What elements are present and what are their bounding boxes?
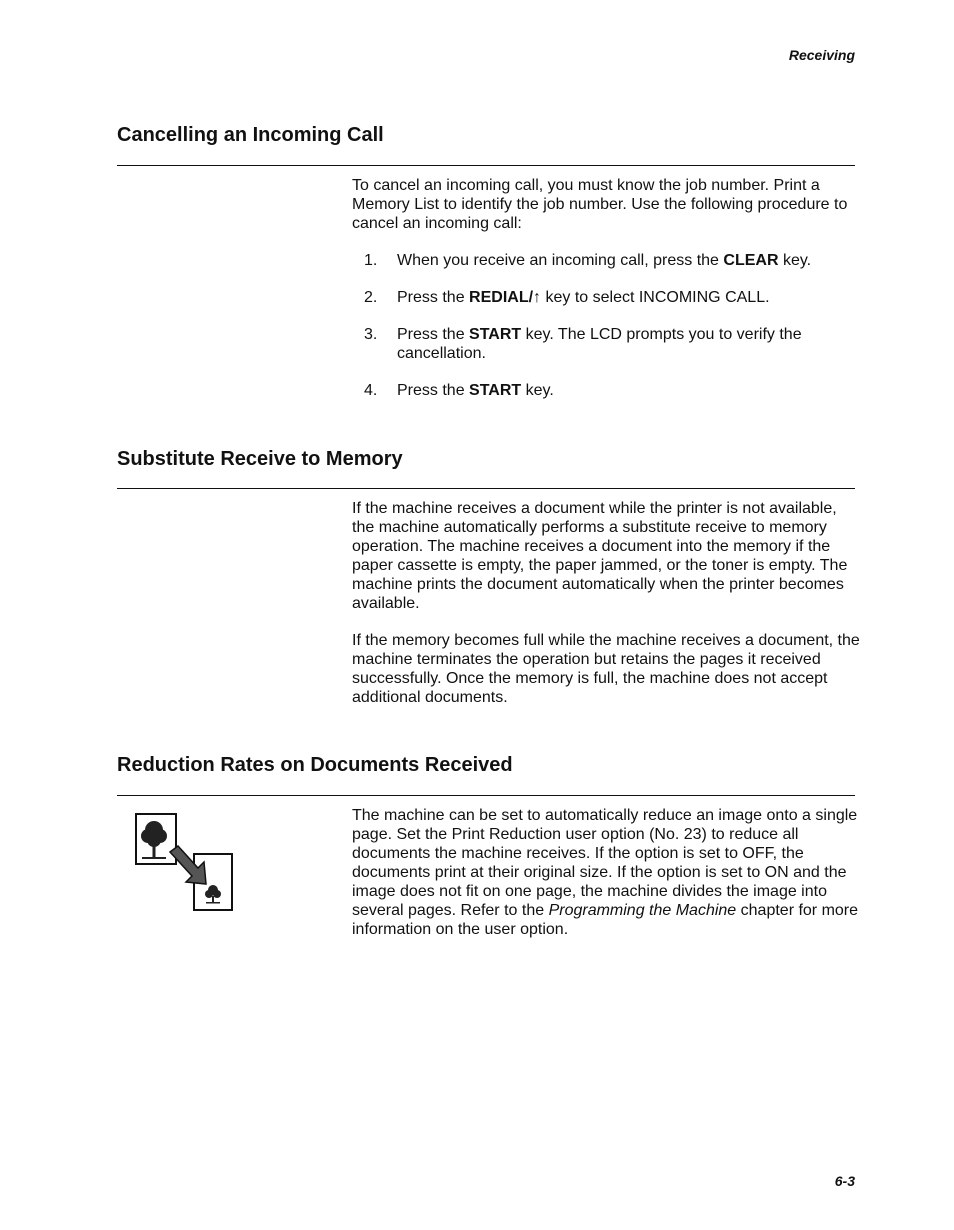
section-body-reduction xyxy=(352,806,862,957)
key-name-clear: CLEAR xyxy=(723,252,779,269)
list-item xyxy=(352,381,862,400)
paragraph-text: chapter for more information on the user option. xyxy=(352,902,859,938)
paragraph-text: The machine can be set to automatically reduce an image onto a single page. Set the Print Reduction user option (No. 23) to reduce all documents the machine receives. If the option is set to OFF, the documents print at their original size. If the option is set to ON and the image does not fit on one page, the machine divides the image into several pages. Refer to the xyxy=(352,807,858,919)
section-title-substitute: Substitute Receive to Memory xyxy=(117,448,403,470)
page-reduction-icon xyxy=(134,812,238,914)
step-number: 1. xyxy=(364,252,378,269)
step-number: 2. xyxy=(364,289,378,306)
key-name-redial: REDIAL/↑ xyxy=(469,289,542,306)
key-name-start: START xyxy=(469,382,522,399)
step-number: 4. xyxy=(364,382,378,399)
section-title-cancelling: Cancelling an Incoming Call xyxy=(117,124,384,146)
step-text: key. xyxy=(521,382,554,399)
section-divider xyxy=(117,488,855,489)
section-divider xyxy=(117,795,855,796)
section-title-reduction: Reduction Rates on Documents Received xyxy=(117,754,513,776)
step-text: Press the xyxy=(397,382,470,399)
step-text: Press the xyxy=(397,326,470,343)
step-text: key. xyxy=(778,252,812,269)
running-header: Receiving xyxy=(788,47,855,63)
cancel-intro-paragraph: To cancel an incoming call, you must know the job number. Print a Memory List to identify the job number. Use the following procedure to cancel an incoming call: xyxy=(352,177,848,232)
step-text: Press the xyxy=(397,289,470,306)
cancel-steps-list xyxy=(352,251,862,400)
step-text: key to select INCOMING CALL. xyxy=(541,289,770,306)
section-body-substitute xyxy=(352,499,862,725)
key-name-start: START xyxy=(469,326,522,343)
list-item xyxy=(352,288,862,307)
step-number: 3. xyxy=(364,326,378,343)
paragraph: If the memory becomes full while the machine receives a document, the machine terminates the operation but retains the pages it received successfully. Once the memory is full, the machine does not accept additional documents. xyxy=(352,632,860,706)
chapter-reference: Programming the Machine xyxy=(548,902,737,919)
paragraph xyxy=(352,806,862,939)
step-text: When you receive an incoming call, press the xyxy=(397,252,724,269)
page-number: 6-3 xyxy=(834,1173,855,1189)
paragraph: If the machine receives a document while the printer is not available, the machine automatically performs a substitute receive to memory operation. The machine receives a document into the memory if the paper cassette is empty, the paper jammed, or the toner is empty. The machine prints the document automatically when the printer becomes available. xyxy=(352,500,848,612)
section-body-cancelling xyxy=(352,176,862,418)
list-item xyxy=(352,251,862,270)
list-item xyxy=(352,325,862,363)
section-divider xyxy=(117,165,855,166)
step-text: key. The LCD prompts you to verify the cancellation. xyxy=(397,326,802,362)
